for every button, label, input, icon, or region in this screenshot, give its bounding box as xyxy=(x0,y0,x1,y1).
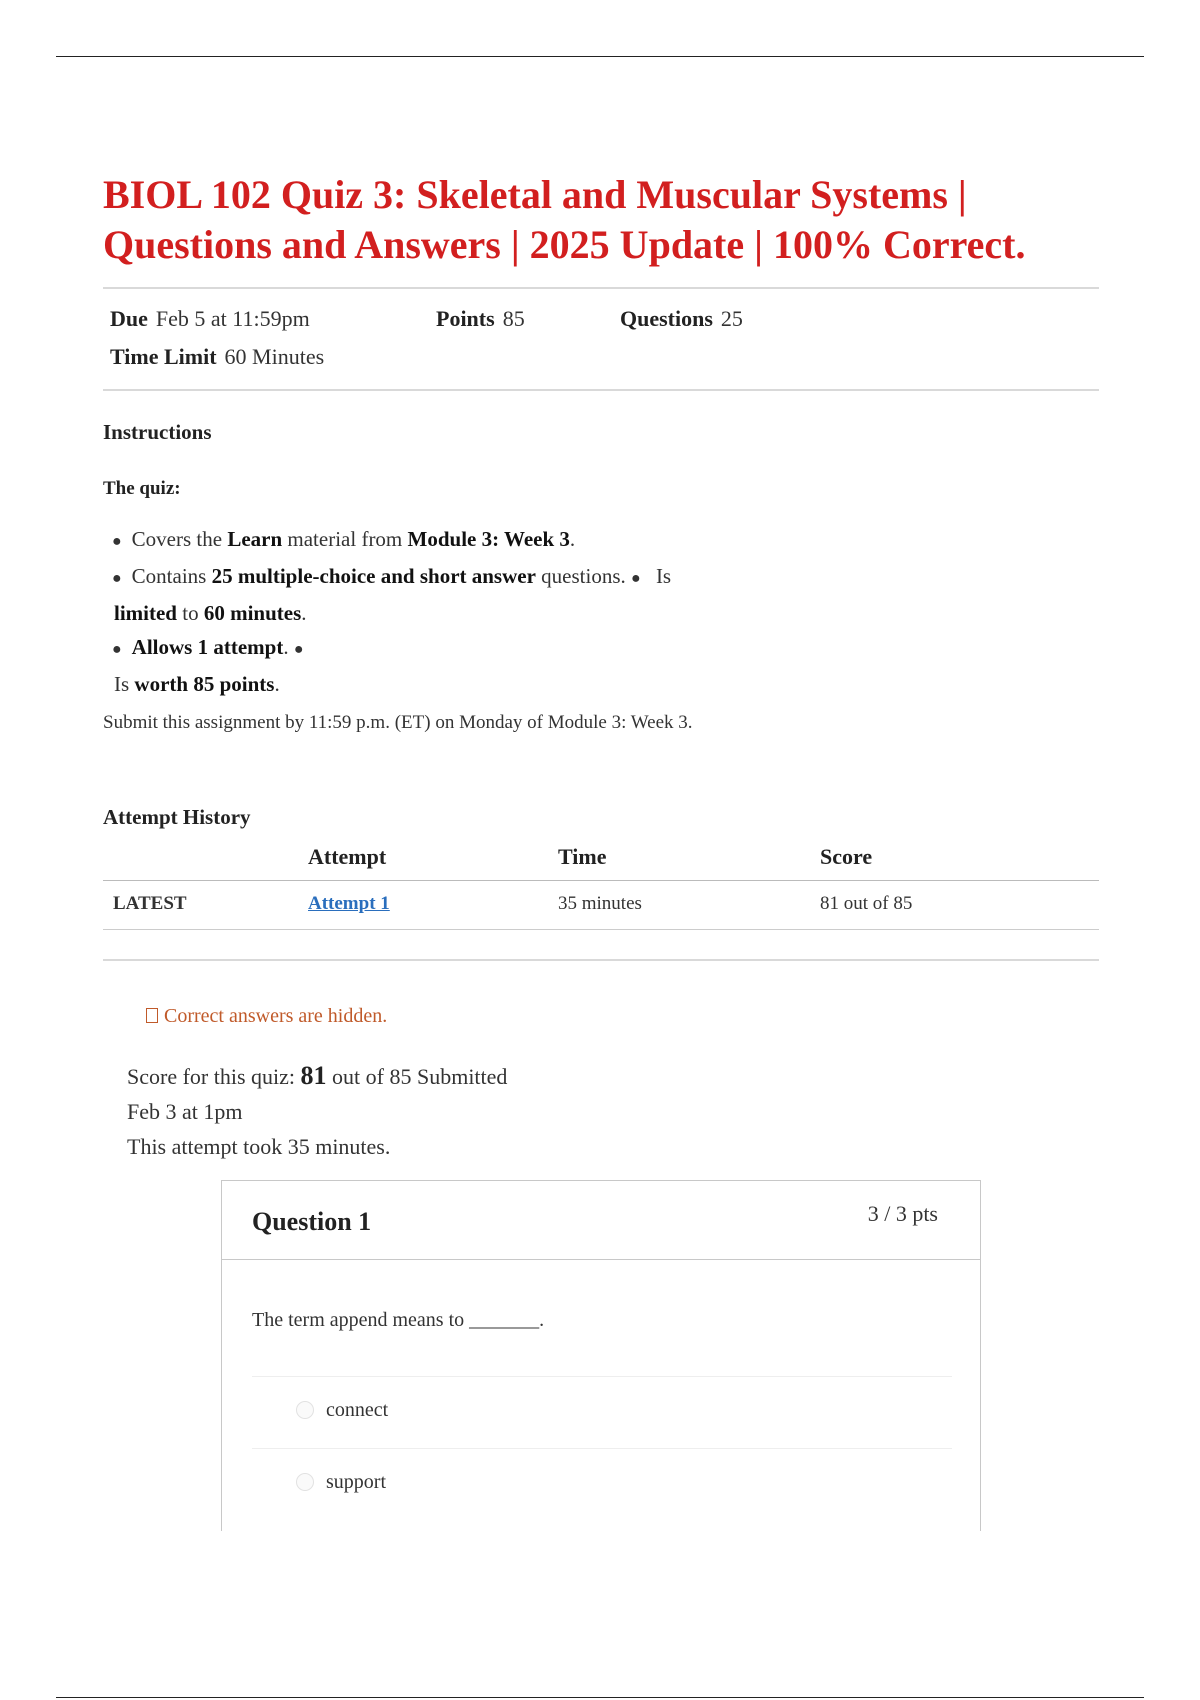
submit-note: Submit this assignment by 11:59 p.m. (ET) on Monday of Module 3: Week 3. xyxy=(103,712,693,733)
top-rule xyxy=(56,56,1144,57)
instructions-intro: The quiz: xyxy=(103,478,181,499)
question-points: 3 / 3 pts xyxy=(867,1201,938,1226)
questions-label: Questions xyxy=(620,306,713,331)
meta-time-limit xyxy=(110,344,324,370)
divider xyxy=(103,287,1099,289)
question-header xyxy=(222,1181,980,1260)
meta-due xyxy=(110,306,310,332)
answer-label: support xyxy=(326,1471,386,1493)
score-prefix: Score for this quiz: xyxy=(127,1064,296,1089)
divider xyxy=(103,959,1099,961)
question-card xyxy=(221,1180,981,1531)
info-icon xyxy=(146,1008,158,1023)
question-text: The term append means to _______. xyxy=(252,1309,545,1331)
questions-value: 25 xyxy=(720,306,743,331)
attempt-history-table xyxy=(103,838,1099,930)
time-limit-value: 60 Minutes xyxy=(224,344,325,369)
instructions-list: ● Covers the Learn material from Module 3: Week 3. ● Contains 25 multiple-choice and short answer questions. ● Is limited to 60 minutes. ● Allows 1 attempt. ● Is worth 85 points. xyxy=(112,527,672,696)
meta-questions xyxy=(620,306,743,332)
table-header-row xyxy=(103,838,1099,881)
points-value: 85 xyxy=(502,306,525,331)
points-label: Points xyxy=(436,306,495,331)
page-title: BIOL 102 Quiz 3: Skeletal and Muscular Systems | Questions and Answers | 2025 Update | 100% Correct. xyxy=(103,172,1026,267)
attempt-link[interactable]: Attempt 1 xyxy=(308,893,390,914)
instructions-heading: Instructions xyxy=(103,420,212,444)
attempt-duration: This attempt took 35 minutes. xyxy=(127,1134,391,1159)
divider xyxy=(103,389,1099,391)
answer-label: connect xyxy=(326,1399,389,1421)
radio-button[interactable] xyxy=(296,1401,314,1419)
column-header: Score xyxy=(820,838,1099,881)
column-header xyxy=(103,838,308,881)
attempt-history-heading: Attempt History xyxy=(103,805,251,829)
answers-hidden-notice xyxy=(146,1005,387,1028)
attempt-score: 81 out of 85 xyxy=(820,881,1099,930)
submitted-date: Feb 3 at 1pm xyxy=(127,1099,243,1124)
latest-tag: LATEST xyxy=(103,881,308,930)
answer-option[interactable] xyxy=(252,1376,952,1447)
question-title: Question 1 xyxy=(252,1207,372,1236)
due-value: Feb 5 at 11:59pm xyxy=(155,306,310,331)
meta-points xyxy=(436,306,525,332)
attempt-time: 35 minutes xyxy=(558,881,820,930)
time-limit-label: Time Limit xyxy=(110,344,217,369)
radio-button[interactable] xyxy=(296,1473,314,1491)
table-row xyxy=(103,881,1099,930)
column-header: Attempt xyxy=(308,838,558,881)
score-summary xyxy=(127,1058,507,1164)
due-label: Due xyxy=(110,306,148,331)
score-value: 81 xyxy=(300,1061,327,1090)
column-header: Time xyxy=(558,838,820,881)
answer-option[interactable] xyxy=(252,1448,952,1519)
bottom-rule xyxy=(56,1697,1144,1698)
score-suffix: out of 85 Submitted xyxy=(332,1064,508,1089)
answers-hidden-text: Correct answers are hidden. xyxy=(164,1005,388,1027)
